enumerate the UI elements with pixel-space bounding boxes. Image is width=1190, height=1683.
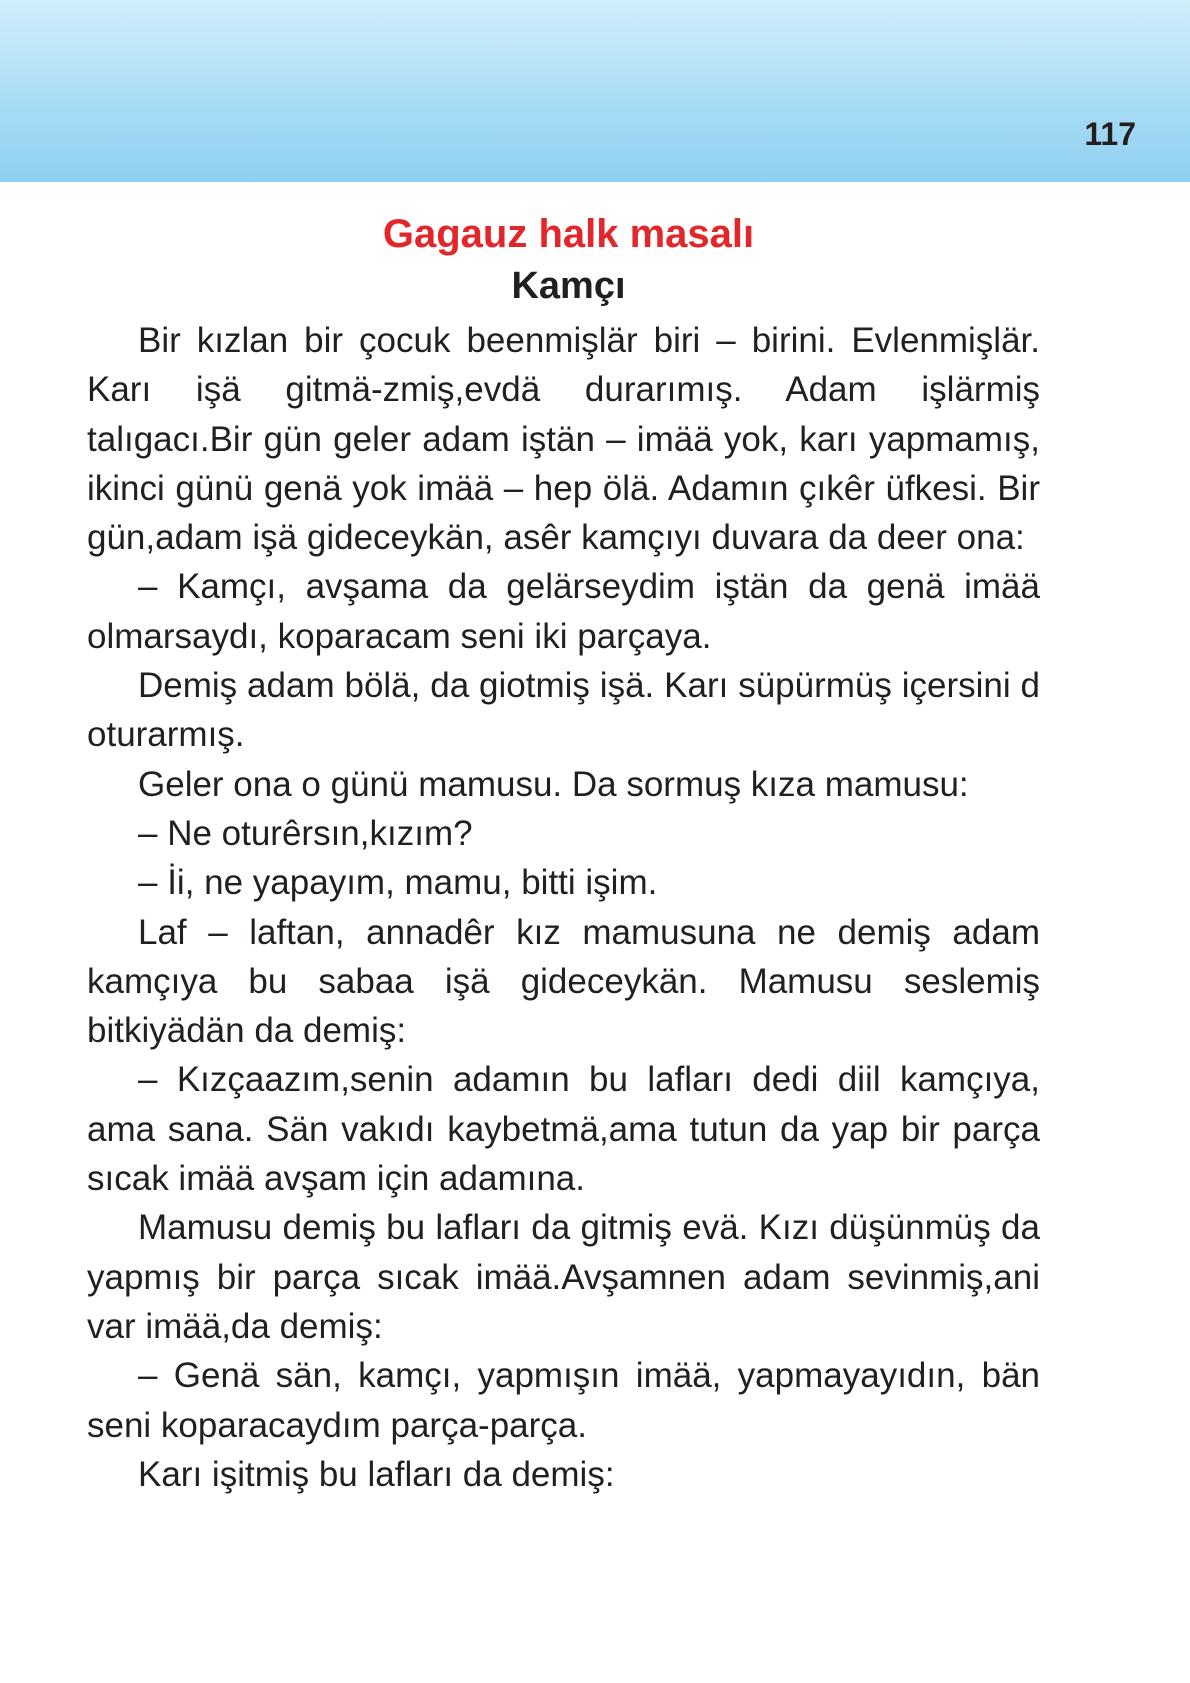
paragraph: – Kamçı, avşama da gelärseydim iştän da genä imää olmarsaydı, koparacam seni iki parçaya. (87, 567, 1040, 656)
story-content (87, 208, 1040, 1499)
paragraph: – Kızçaazım,senin adamın bu lafları dedi diil kamçıya, ama sana. Sän vakıdı kaybetmä,ama tutun da yap bir parça sıcak imää avşam için adamına. (87, 1060, 1040, 1199)
paragraph: Karı işitmiş bu lafları da demiş: (138, 1454, 615, 1494)
paragraph: – İi, ne yapayım, mamu, bitti işim. (138, 863, 658, 903)
paragraph: Demiş adam bölä, da giotmiş işä. Karı süpürmüş içersini d oturarmış. (87, 666, 1040, 755)
paragraph: – Genä sän, kamçı, yapmışın imää, yapmayayıdın, bän seni koparacaydım parça-parça. (87, 1356, 1040, 1445)
story-title: Kamçı (511, 265, 626, 307)
paragraph: Bir kızlan bir çocuk beenmişlär biri – birini. Evlenmişlär. Karı işä gitmä-zmiş,evdä durarımış. Adam işlärmiş talıgacı.Bir gün geler adam iştän – imää yok, karı yapmamış, ikinci günü genä yok imää – hep ölä. Adamın çıkêr üfkesi. Bir gün,adam işä gideceykän, asêr kamçıyı duvara da deer ona: (87, 321, 1040, 558)
paragraph: Mamusu demiş bu lafları da gitmiş evä. Kızı düşünmüş da yapmış bir parça sıcak imää.Avşamnen adam sevinmiş,ani var imää,da demiş: (87, 1208, 1040, 1346)
story-subtitle: Gagauz halk masalı (382, 212, 755, 256)
paragraph: Laf – laftan, annadêr kız mamusuna ne demiş adam kamçıya bu sabaa işä gideceykän. Mamusu seslemiş bitkiyädän da demiş: (87, 912, 1040, 1051)
page-number: 117 (1084, 116, 1136, 152)
header-band (0, 0, 1190, 182)
paragraph: – Ne oturêrsın,kızım? (138, 813, 473, 853)
paragraph: Geler ona o günü mamusu. Da sormuş kıza mamusu: (138, 764, 969, 804)
